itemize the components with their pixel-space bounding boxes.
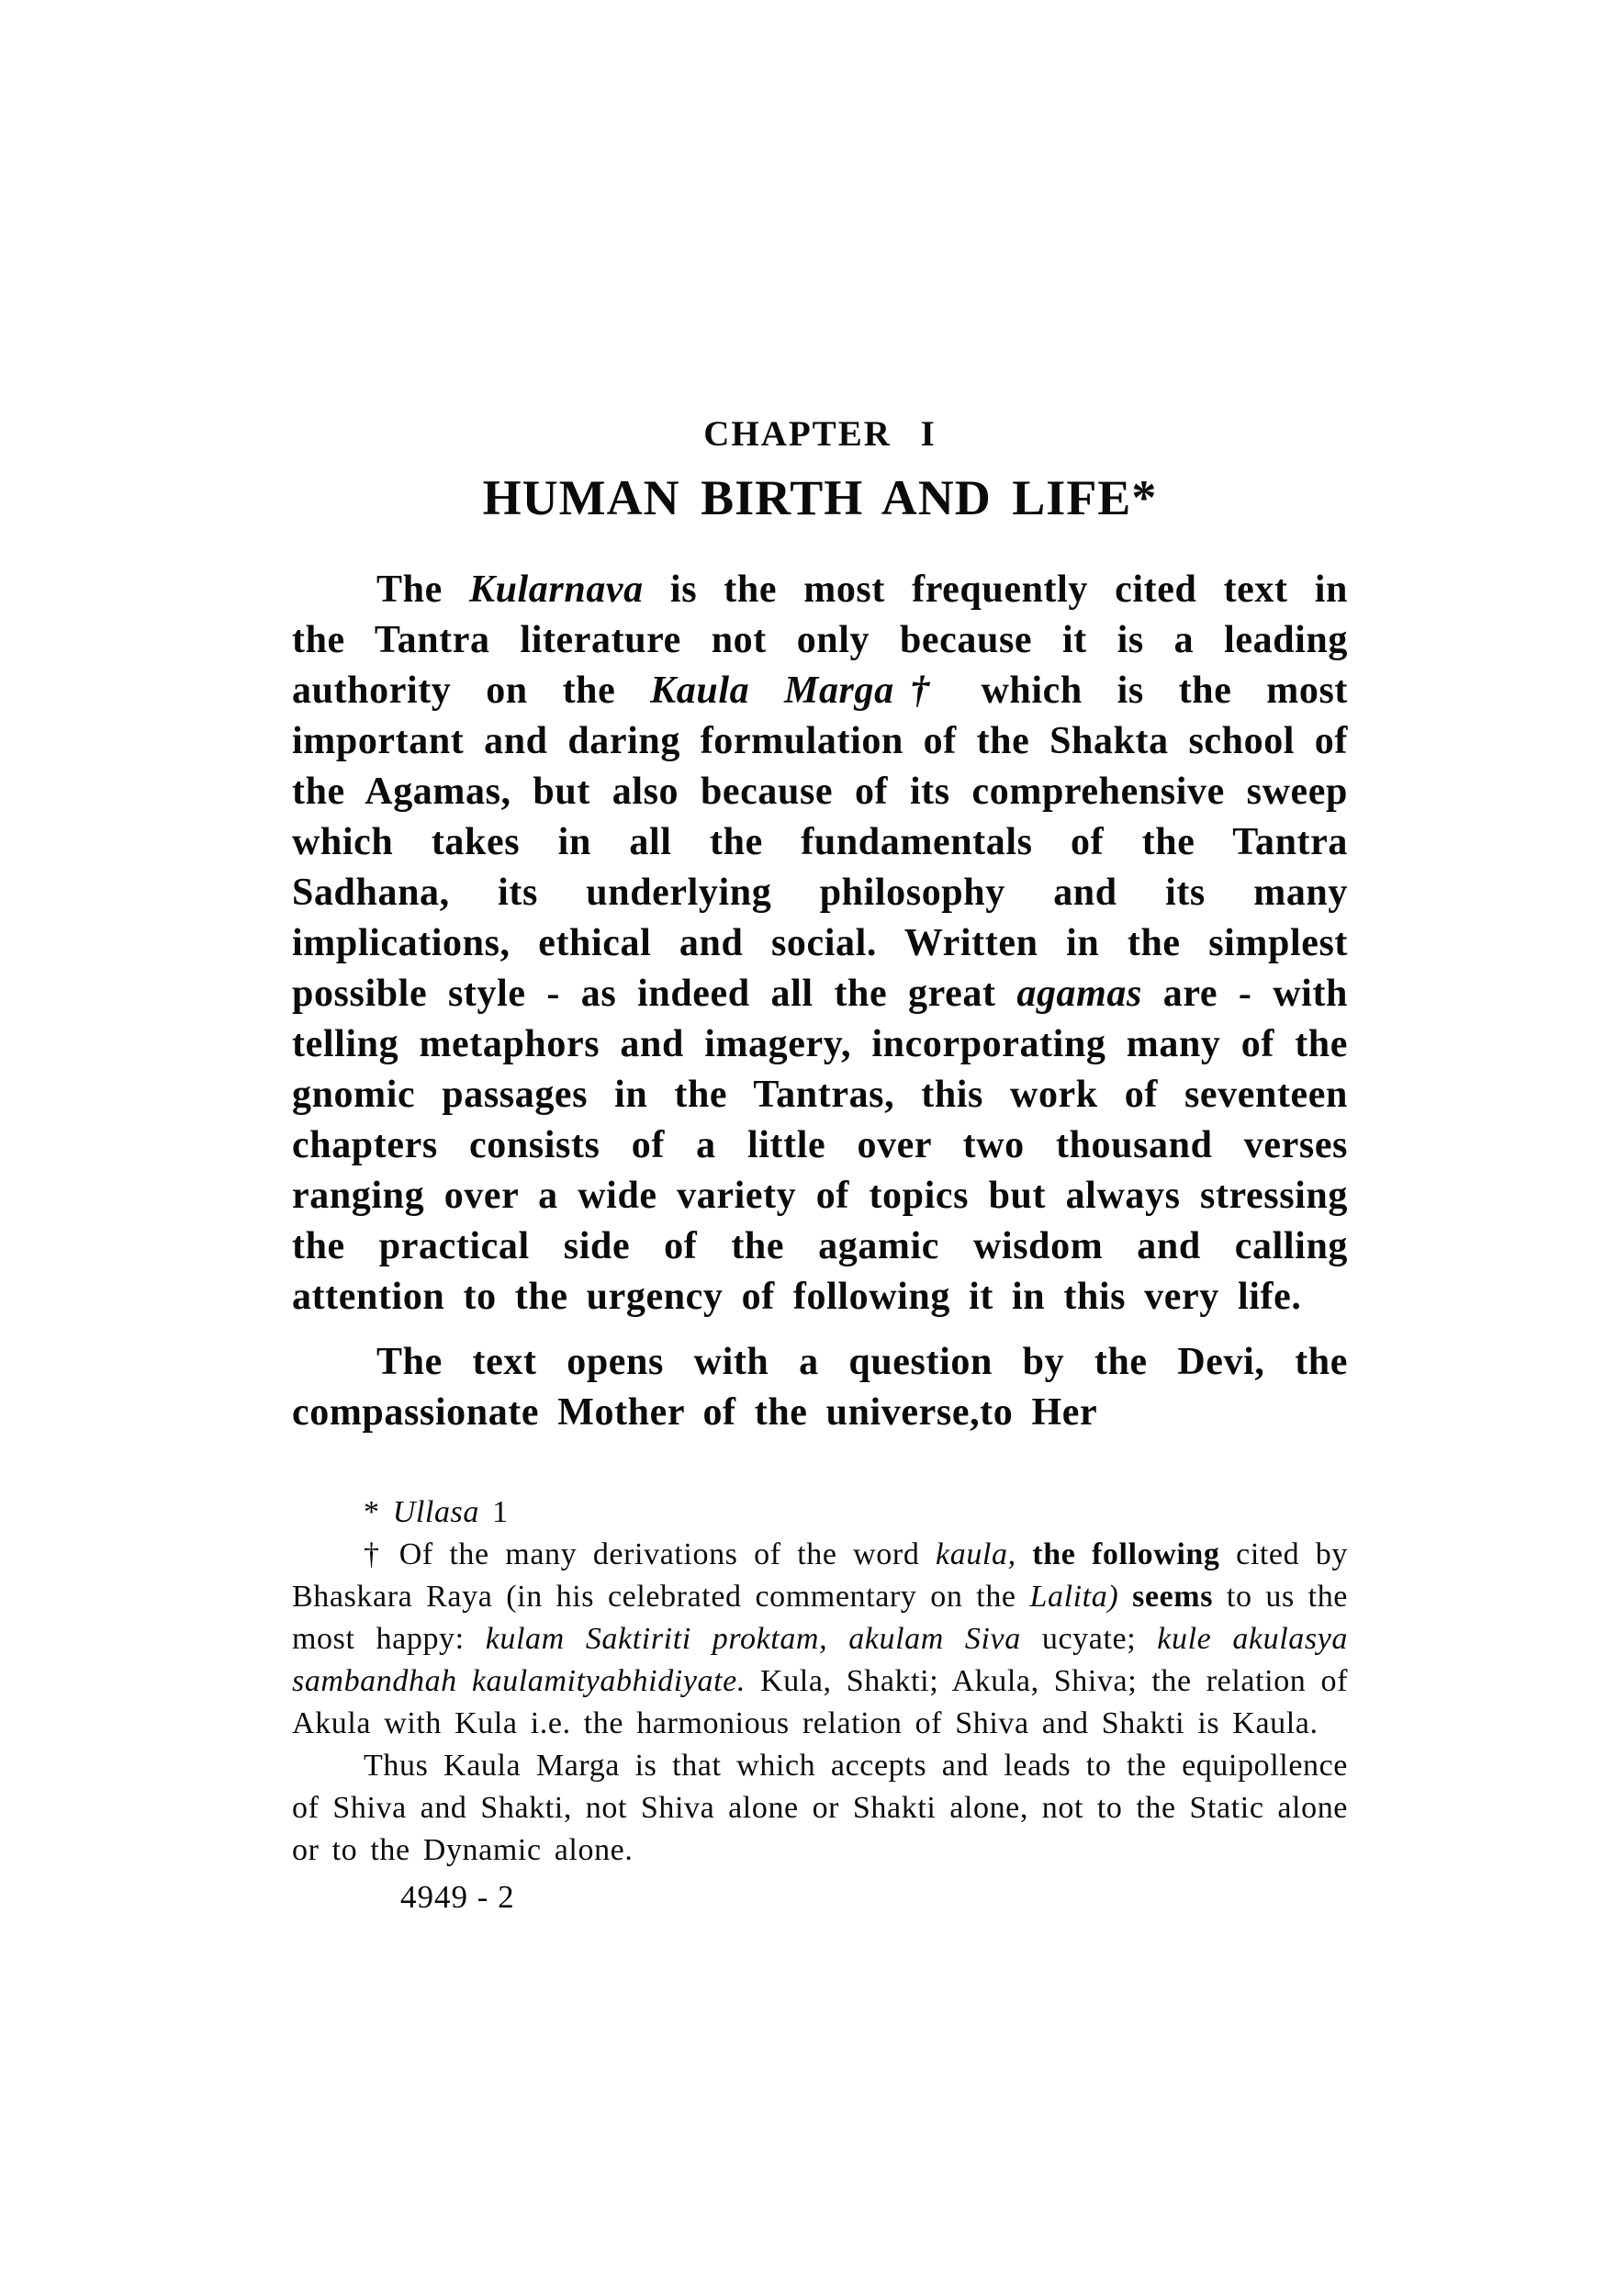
text-run-bold: the following: [1032, 1537, 1220, 1571]
text-run: ucyate;: [1020, 1622, 1158, 1656]
text-run: 1: [478, 1495, 509, 1529]
page-title: HUMAN BIRTH AND LIFE*: [482, 470, 1158, 525]
text-run: are - with telling metaphors and imagery, incorporating many of the gnomic passages in the Tantras, this work of seventeen chapters consists of a little over two thousand verses ranging over a wide variety of topics but always stressing the practical side of the agamic wisdom and calling attention to the urgency of following it in this very life.: [292, 973, 1348, 1318]
paragraph-intro: [292, 565, 1348, 1322]
footnote-ullasa: [292, 1491, 1348, 1534]
text-run-italic: kulam Saktiriti proktam, akulam Siva: [485, 1622, 1021, 1656]
text-run-bold: seems: [1132, 1580, 1214, 1614]
text-run: [1118, 1580, 1132, 1614]
paragraph-opening: The text opens with a question by the Devi, the compassionate Mother of the universe,to Her: [292, 1341, 1348, 1434]
text-run: cited by Bhaskara Raya (in his celebrated commentary on the: [292, 1537, 1348, 1614]
text-run-italic: kule akulasya sambandhah kaulamityabhidiyate.: [292, 1622, 1348, 1698]
text-run: Kula, Shakti; Akula, Shiva; the relation of Akula with Kula i.e. the harmonious relation of Shiva and Shakti is Kaula.: [292, 1664, 1348, 1740]
text-run-italic: agamas: [1016, 973, 1142, 1015]
footnotes-block: [292, 1491, 1348, 1872]
footnote-marker: *: [364, 1495, 393, 1529]
text-run-italic: Lalita): [1029, 1580, 1119, 1614]
text-run-italic: Kularnava: [468, 568, 644, 611]
text-run: † Of the many derivations of the word: [364, 1537, 937, 1571]
footnote-kaula-marga: Thus Kaula Marga is that which accepts and leads to the equipollence of Shiva and Shakti, not Shiva alone or Shakti alone, not to the Static alone or to the Dynamic alone.: [292, 1749, 1348, 1867]
book-page: [292, 413, 1348, 1916]
footnote-kaula-derivation: [292, 1534, 1348, 1745]
page-number: 4949 - 2: [400, 1879, 515, 1915]
text-run: The: [376, 568, 469, 611]
text-run: which is the most important and daring formulation of the Shakta school of the Agamas, but also because of its comprehensive sweep which takes in all the fundamentals of the Tantra Sadhana, its underlying philosophy and its many implications, ethical and social. Written in the simplest possible style - as indeed all the great: [292, 670, 1348, 1015]
text-run: is the most frequently cited text in the Tantra literature not only because it is a leading authority on the: [292, 568, 1348, 712]
text-run: to us the most happy:: [292, 1580, 1348, 1656]
text-run-italic: Kaula Marga†: [650, 670, 947, 712]
text-run-italic: kaula,: [936, 1537, 1016, 1571]
chapter-heading: CHAPTER I: [703, 414, 937, 454]
text-run-italic: Ullasa: [392, 1495, 479, 1529]
text-run: [1016, 1537, 1033, 1571]
